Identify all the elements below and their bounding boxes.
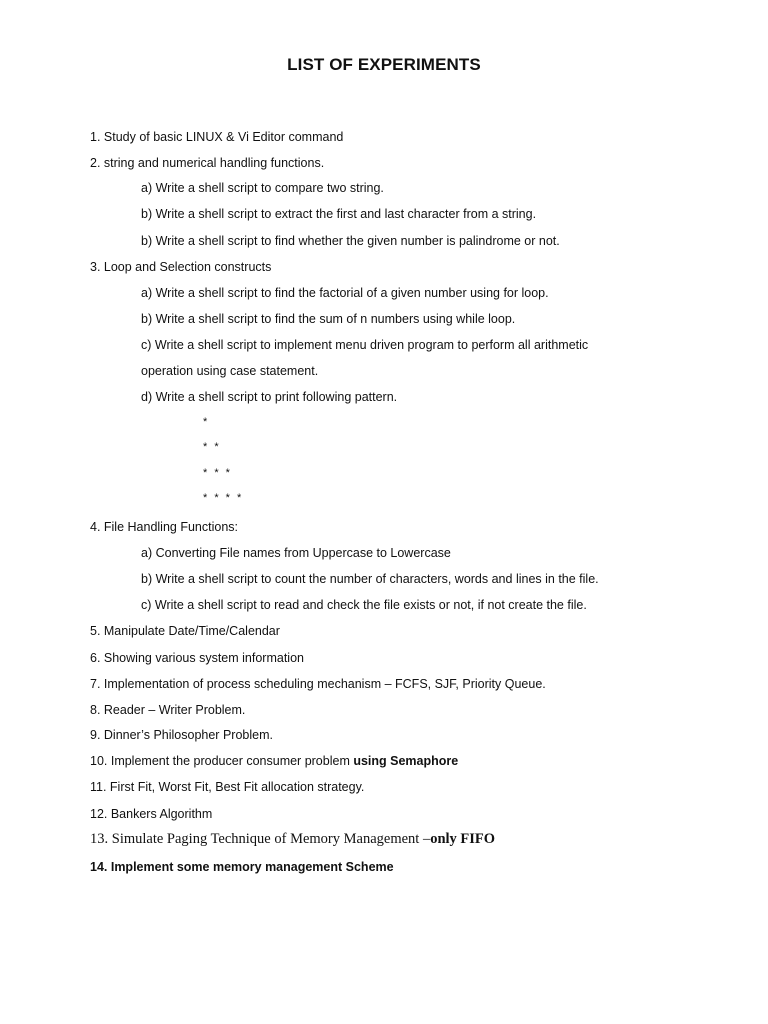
experiment-4c: c) Write a shell script to read and check the file exists or not, if not create the file. [141, 598, 587, 612]
experiment-4a: a) Converting File names from Uppercase to Lowercase [141, 546, 451, 560]
experiment-4b: b) Write a shell script to count the number of characters, words and lines in the file. [141, 572, 599, 586]
experiment-2: 2. string and numerical handling functions. [90, 156, 325, 170]
experiment-3c-line1: c) Write a shell script to implement menu driven program to perform all arithmetic [141, 338, 589, 352]
experiment-5: 5. Manipulate Date/Time/Calendar [90, 624, 280, 638]
experiment-3a: a) Write a shell script to find the factorial of a given number using for loop. [141, 286, 549, 300]
experiment-3c-line2: operation using case statement. [141, 364, 319, 378]
experiment-3d: d) Write a shell script to print following pattern. [141, 390, 398, 404]
experiment-9: 9. Dinner’s Philosopher Problem. [90, 728, 273, 742]
experiment-11: 11. First Fit, Worst Fit, Best Fit allocation strategy. [90, 780, 365, 794]
experiment-3: 3. Loop and Selection constructs [90, 260, 272, 274]
experiment-10-emphasis: using Semaphore [353, 754, 459, 768]
experiment-13 [90, 831, 495, 847]
experiment-8: 8. Reader – Writer Problem. [90, 703, 246, 717]
experiment-14: 14. Implement some memory management Scheme [90, 860, 394, 874]
pattern-row-3: * * * [203, 467, 232, 479]
pattern-row-2: * * [203, 441, 221, 453]
experiment-7: 7. Implementation of process scheduling mechanism – FCFS, SJF, Priority Queue. [90, 677, 546, 691]
experiment-2a: a) Write a shell script to compare two string. [141, 181, 384, 195]
experiment-10-text: 10. Implement the producer consumer problem [90, 754, 354, 768]
pattern-row-1: * [203, 416, 210, 428]
experiment-6: 6. Showing various system information [90, 651, 304, 665]
experiment-12: 12. Bankers Algorithm [90, 807, 213, 821]
experiment-13-emphasis: only FIFO [430, 831, 496, 847]
experiment-2c: b) Write a shell script to find whether the given number is palindrome or not. [141, 234, 560, 248]
experiment-2b: b) Write a shell script to extract the first and last character from a string. [141, 207, 537, 221]
page-title: LIST OF EXPERIMENTS [287, 55, 481, 74]
pattern-row-4: * * * * [203, 492, 244, 504]
experiment-3b: b) Write a shell script to find the sum of n numbers using while loop. [141, 312, 516, 326]
experiment-4: 4. File Handling Functions: [90, 520, 238, 534]
experiment-10 [90, 753, 458, 769]
experiment-1: 1. Study of basic LINUX & Vi Editor command [90, 130, 344, 144]
experiment-13-text: 13. Simulate Paging Technique of Memory Management – [90, 831, 431, 847]
